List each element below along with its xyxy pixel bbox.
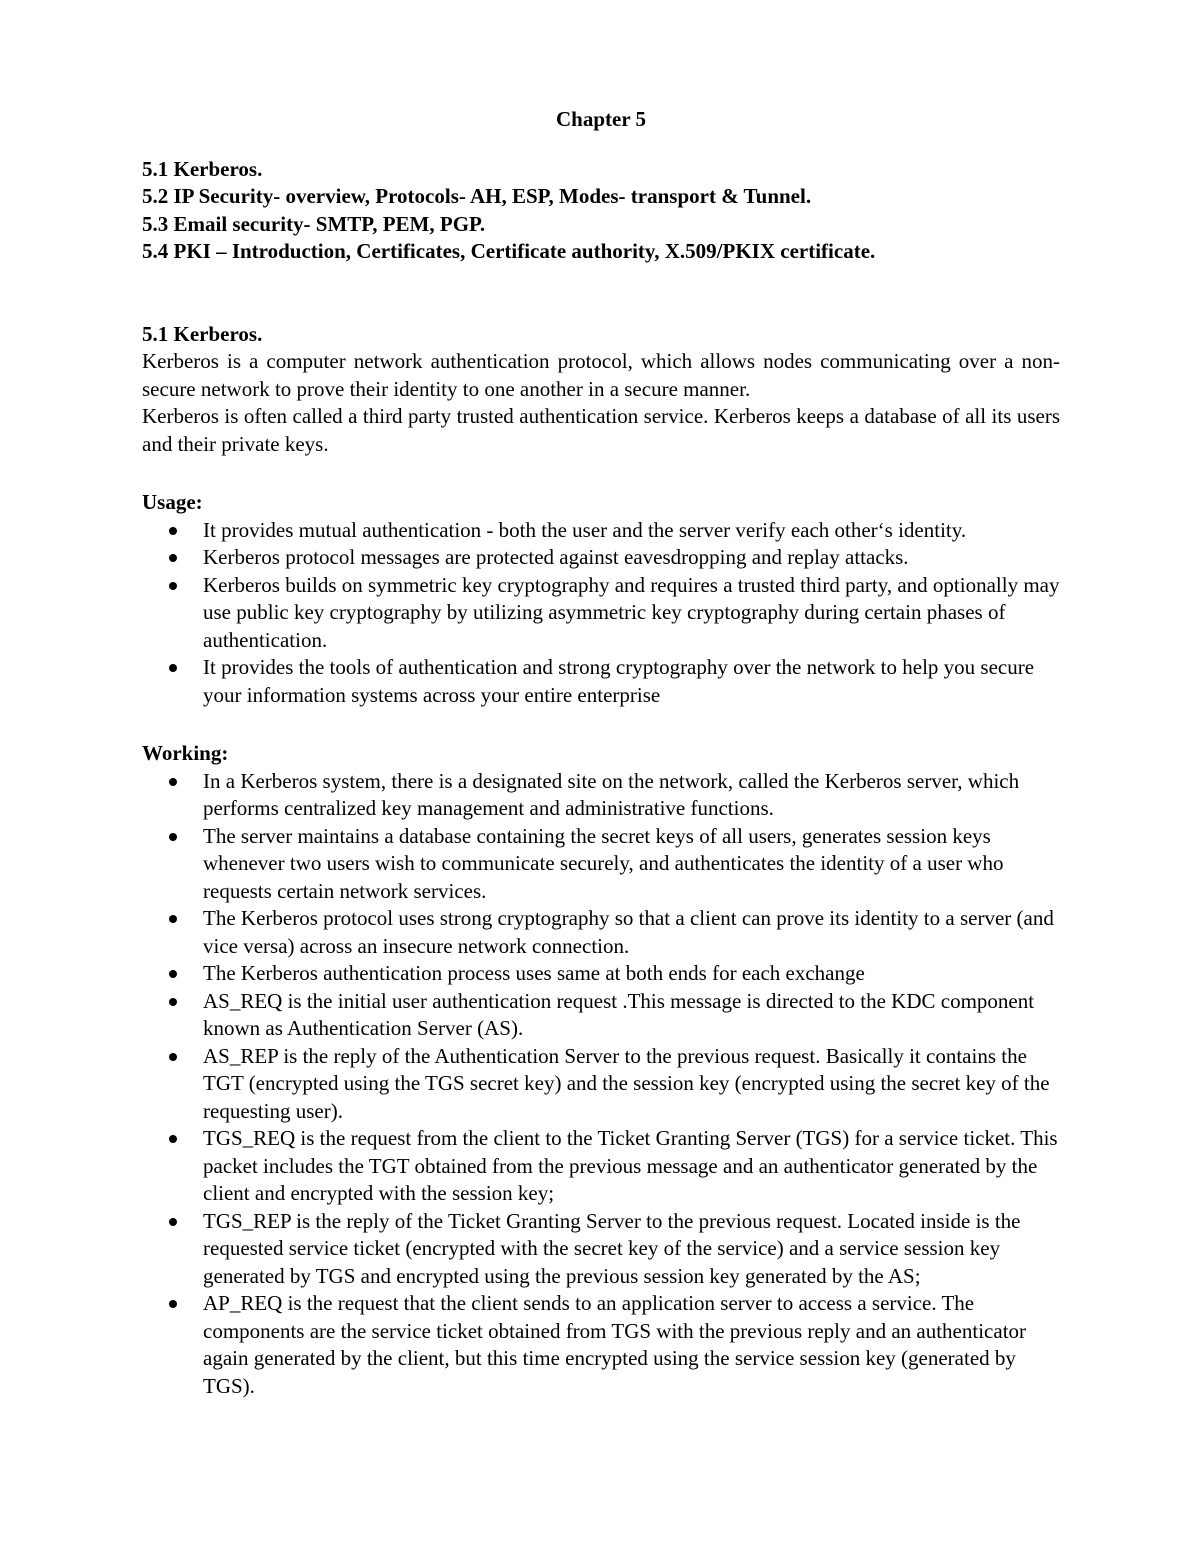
list-item: [142, 768, 1060, 823]
list-item: [142, 1290, 1060, 1400]
list-item-text: AP_REQ is the request that the client sends to an application server to access a service. The components are the service ticket obtained from TGS with the previous reply and an authenticator again generated by the client, but this time encrypted using the service session key (generated by TGS).: [203, 1291, 1027, 1398]
list-item-text: It provides the tools of authentication and strong cryptography over the network to help you secure your information systems across your entire enterprise: [203, 655, 1035, 707]
list-item: [142, 517, 1060, 545]
bullet-icon: [169, 1135, 177, 1143]
table-of-contents: [142, 156, 1060, 266]
list-item-text: In a Kerberos system, there is a designated site on the network, called the Kerberos server, which performs centralized key management and administrative functions.: [203, 768, 1020, 820]
toc-item: 5.3 Email security- SMTP, PEM, PGP.: [142, 211, 486, 236]
document-page: [142, 106, 1060, 1400]
bullet-icon: [169, 778, 177, 786]
bullet-icon: [169, 527, 177, 535]
list-item: [142, 544, 1060, 572]
bullet-icon: [169, 998, 177, 1006]
list-item-text: Kerberos builds on symmetric key cryptography and requires a trusted third party, and optionally may use public key cryptography by utilizing asymmetric key cryptography during certain phases of authentication.: [203, 572, 1060, 652]
list-item-text: AS_REQ is the initial user authentication request .This message is directed to the KDC component known as Authentication Server (AS).: [203, 988, 1035, 1040]
list-item: [142, 1043, 1060, 1126]
kerberos-section: [142, 321, 1060, 459]
toc-item: 5.4 PKI – Introduction, Certificates, Certificate authority, X.509/PKIX certificate.: [142, 239, 876, 263]
list-item-text: The Kerberos authentication process uses same at both ends for each exchange: [203, 961, 865, 985]
working-section: [142, 740, 1060, 1400]
bullet-icon: [169, 1218, 177, 1226]
list-item: [142, 960, 1060, 988]
list-item: [142, 1208, 1060, 1291]
working-list: [142, 768, 1060, 1401]
section-heading: 5.1 Kerberos.: [142, 321, 263, 346]
usage-heading: Usage:: [142, 490, 203, 514]
list-item: [142, 905, 1060, 960]
chapter-title: Chapter 5: [555, 107, 647, 131]
toc-item: 5.2 IP Security- overview, Protocols- AH, ESP, Modes- transport & Tunnel.: [142, 184, 812, 208]
list-item-text: The Kerberos protocol uses strong cryptography so that a client can prove its identity to a server (and vice versa) across an insecure network connection.: [203, 906, 1054, 958]
list-item: [142, 654, 1060, 709]
bullet-icon: [169, 1053, 177, 1061]
bullet-icon: [169, 1300, 177, 1308]
list-item-text: TGS_REP is the reply of the Ticket Granting Server to the previous request. Located inside is the requested service ticket (encrypted with the secret key of the service) and a service session key generated by TGS and encrypted using the previous session key generated by the AS;: [203, 1208, 1021, 1288]
usage-section: [142, 489, 1060, 709]
bullet-icon: [169, 915, 177, 923]
list-item-text: AS_REP is the reply of the Authentication Server to the previous request. Basically it contains the TGT (encrypted using the TGS secret key) and the session key (encrypted using the secret key of the requesting user).: [203, 1043, 1050, 1123]
bullet-icon: [169, 554, 177, 562]
description-paragraph: Kerberos is often called a third party trusted authentication service. Kerberos keeps a database of all its users and their private keys.: [142, 404, 1060, 456]
list-item: [142, 988, 1060, 1043]
list-item-text: The server maintains a database containing the secret keys of all users, generates session keys whenever two users wish to communicate securely, and authenticates the identity of a user who requests certain network services.: [203, 823, 1004, 903]
bullet-icon: [169, 582, 177, 590]
bullet-icon: [169, 833, 177, 841]
list-item: [142, 572, 1060, 655]
list-item: [142, 1125, 1060, 1208]
list-item-text: It provides mutual authentication - both the user and the server verify each other‘s identity.: [203, 517, 967, 542]
intro-paragraph: Kerberos is a computer network authentication protocol, which allows nodes communicating over a non-secure network to prove their identity to one another in a secure manner.: [142, 349, 1060, 401]
usage-list: [142, 517, 1060, 710]
bullet-icon: [169, 664, 177, 672]
list-item: [142, 823, 1060, 906]
working-heading: Working:: [142, 741, 229, 765]
list-item-text: Kerberos protocol messages are protected against eavesdropping and replay attacks.: [203, 545, 909, 569]
toc-item: 5.1 Kerberos.: [142, 156, 263, 181]
list-item-text: TGS_REQ is the request from the client to the Ticket Granting Server (TGS) for a service ticket. This packet includes the TGT obtained from the previous message and an authenticator generated by the client and encrypted with the session key;: [203, 1126, 1058, 1205]
bullet-icon: [169, 970, 177, 978]
